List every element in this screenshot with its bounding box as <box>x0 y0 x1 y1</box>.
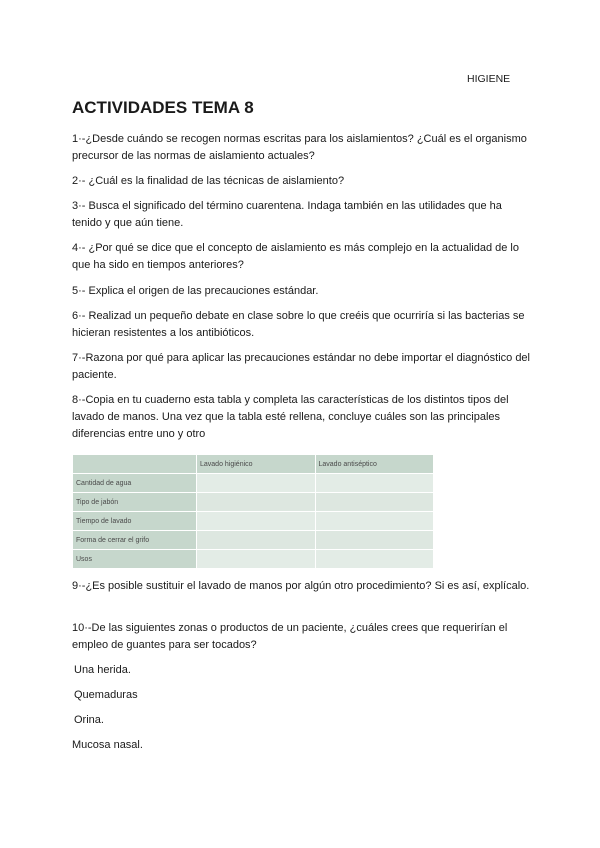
table-row <box>73 550 434 569</box>
row-header: Cantidad de agua <box>73 474 197 493</box>
row-header: Tipo de jabón <box>73 493 197 512</box>
row-header: Tiempo de lavado <box>73 512 197 531</box>
table-row <box>73 493 434 512</box>
table-cell <box>197 531 316 550</box>
table-cell <box>315 531 434 550</box>
column-header: Lavado higiénico <box>197 455 316 474</box>
table-row <box>73 531 434 550</box>
question-3: 3·- Busca el significado del término cuarentena. Indaga también en las utilidades que ha tenido y que aún tiene. <box>72 200 502 229</box>
table-row <box>73 474 434 493</box>
question-7: 7·-Razona por qué para aplicar las precauciones estándar no debe importar el diagnóstico del paciente. <box>72 352 530 381</box>
row-header: Forma de cerrar el grifo <box>73 531 197 550</box>
column-header: Lavado antiséptico <box>315 455 434 474</box>
table-cell <box>197 550 316 569</box>
table-row <box>73 512 434 531</box>
question-8: 8·-Copia en tu cuaderno esta tabla y completa las características de los distintos tipos del lavado de manos. Una vez que la tabla esté rellena, concluye cuáles son las principales diferencias entre uno y otro <box>72 394 509 440</box>
row-header: Usos <box>73 550 197 569</box>
list-item: Mucosa nasal. <box>72 739 143 751</box>
page-title: ACTIVIDADES TEMA 8 <box>72 98 254 117</box>
subject-header: HIGIENE <box>467 73 511 85</box>
question-10: 10·-De las siguientes zonas o productos de un paciente, ¿cuáles crees que requerirían el empleo de guantes para ser tocados? <box>72 622 508 651</box>
question-2: 2·- ¿Cuál es la finalidad de las técnicas de aislamiento? <box>72 175 345 187</box>
question-4: 4·- ¿Por qué se dice que el concepto de aislamiento es más complejo en la actualidad de lo que ha sido en tiempos anteriores? <box>72 242 519 271</box>
table-cell <box>315 493 434 512</box>
list-item: Orina. <box>74 714 104 726</box>
table-cell <box>315 512 434 531</box>
list-item: Una herida. <box>74 664 131 676</box>
table-cell <box>197 474 316 493</box>
table-cell <box>197 512 316 531</box>
table-cell <box>197 493 316 512</box>
question-1: 1·-¿Desde cuándo se recogen normas escritas para los aislamientos? ¿Cuál es el organismo precursor de las normas de aislamiento actuales? <box>72 133 527 162</box>
question-6: 6·- Realizad un pequeño debate en clase sobre lo que creéis que ocurriría si las bacterias se hicieran resistentes a los antibióticos. <box>72 310 525 339</box>
list-item: Quemaduras <box>74 689 138 701</box>
table-header-row <box>73 455 434 474</box>
question-5: 5·- Explica el origen de las precauciones estándar. <box>72 285 319 297</box>
table-cell <box>315 474 434 493</box>
table-cell <box>315 550 434 569</box>
handwashing-table <box>72 454 434 567</box>
table-corner <box>73 455 197 474</box>
question-9: 9·-¿Es posible sustituir el lavado de manos por algún otro procedimiento? Si es así, explícalo. <box>72 580 530 592</box>
